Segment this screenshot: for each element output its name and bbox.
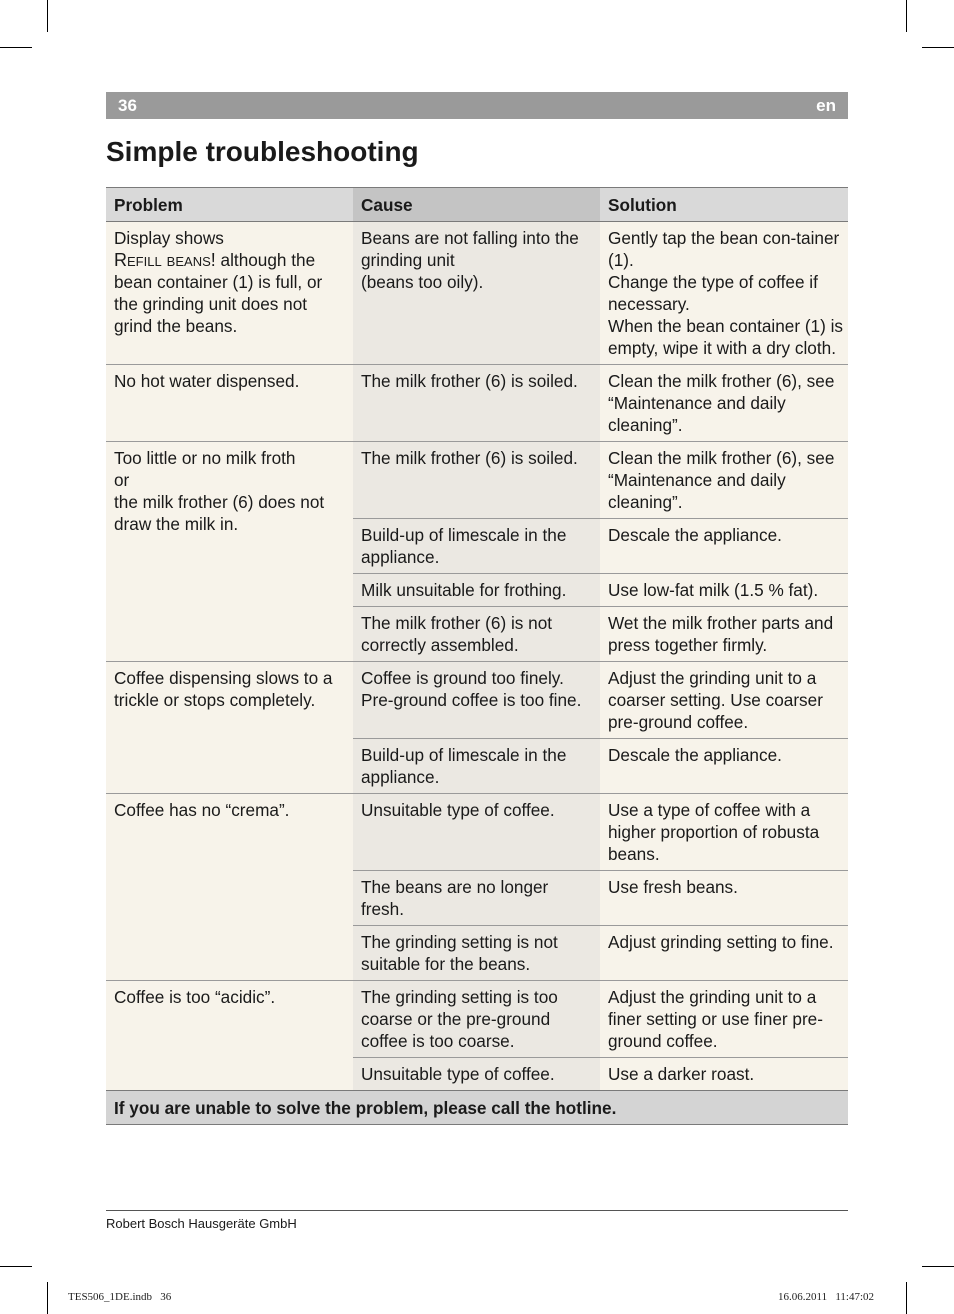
cell-text-line: Use fresh beans. xyxy=(608,877,738,897)
language-code: en xyxy=(816,95,836,115)
cause-cell xyxy=(353,222,600,365)
cell-text-line: Build-up of limescale in the appliance. xyxy=(361,745,567,787)
crop-mark xyxy=(906,1282,907,1314)
page-number: 36 xyxy=(118,95,137,115)
cell-text-line: Adjust the grinding unit to a finer setting or use finer pre-ground coffee. xyxy=(608,987,823,1051)
page-title: Simple troubleshooting xyxy=(106,136,419,167)
cell-text-line: The milk frother (6) is soiled. xyxy=(361,448,578,468)
header-problem: Problem xyxy=(106,188,353,222)
cell-text-line: Use a darker roast. xyxy=(608,1064,755,1084)
footer-company: Robert Bosch Hausgeräte GmbH xyxy=(106,1216,297,1231)
problem-cell xyxy=(106,794,353,981)
table-header-row xyxy=(106,188,848,222)
solution-cell xyxy=(600,871,848,926)
solution-cell xyxy=(600,926,848,981)
cell-text-line: (beans too oily). xyxy=(361,272,484,292)
cell-text-line: Build-up of limescale in the appliance. xyxy=(361,525,567,567)
solution-cell xyxy=(600,607,848,662)
cell-text-line: Use a type of coffee with a higher proportion of robusta beans. xyxy=(608,800,820,864)
cell-text-line: Unsuitable type of coffee. xyxy=(361,1064,555,1084)
crop-mark xyxy=(0,47,32,48)
print-info-file: TES506_1DE.indb 36 xyxy=(68,1291,172,1303)
solution-cell xyxy=(600,662,848,739)
cell-text: although the bean container (1) is full, or the grinding unit does not grind the beans. xyxy=(114,250,323,336)
troubleshooting-table xyxy=(106,187,848,1125)
cell-text-line: No hot water dispensed. xyxy=(114,371,300,391)
problem-cell xyxy=(106,222,353,365)
print-info-timestamp: 16.06.2011 11:47:02 xyxy=(778,1291,875,1303)
table-body xyxy=(106,222,848,1091)
page-header-bar xyxy=(106,92,848,119)
cause-cell xyxy=(353,926,600,981)
display-message: Refill beans! xyxy=(114,250,216,270)
cause-cell xyxy=(353,365,600,442)
cell-text-line: Coffee is ground too finely. Pre-ground coffee is too fine. xyxy=(361,668,582,710)
cause-cell xyxy=(353,519,600,574)
cell-text-line: Unsuitable type of coffee. xyxy=(361,800,555,820)
crop-mark xyxy=(47,1282,48,1314)
solution-cell xyxy=(600,794,848,871)
cell-text-line: Adjust the grinding unit to a coarser setting. Use coarser pre-ground coffee. xyxy=(608,668,823,732)
solution-cell xyxy=(600,442,848,519)
cell-text-line: Use low-fat milk (1.5 % fat). xyxy=(608,580,819,600)
cause-cell xyxy=(353,871,600,926)
cause-cell xyxy=(353,739,600,794)
crop-mark xyxy=(922,1266,954,1267)
cell-text-line: Coffee dispensing slows to a trickle or stops completely. xyxy=(114,668,333,710)
cell-text-line: The grinding setting is too coarse or the pre-ground coffee is too coarse. xyxy=(361,987,558,1051)
cell-text-line: Descale the appliance. xyxy=(608,525,782,545)
solution-cell xyxy=(600,739,848,794)
cell-text-line: Display shows xyxy=(114,228,224,248)
crop-mark xyxy=(0,1266,32,1267)
cell-text-line: Clean the milk frother (6), see “Maintenance and daily cleaning”. xyxy=(608,371,835,435)
solution-cell xyxy=(600,981,848,1058)
cell-text-line: the milk frother (6) does not draw the milk in. xyxy=(114,492,325,534)
solution-cell xyxy=(600,222,848,365)
cell-text-line: Too little or no milk froth xyxy=(114,448,296,468)
table-row xyxy=(106,222,848,365)
solution-cell xyxy=(600,1058,848,1091)
crop-mark xyxy=(47,0,48,32)
problem-cell xyxy=(106,662,353,794)
solution-cell xyxy=(600,519,848,574)
table-row xyxy=(106,442,848,519)
cell-text-line: Clean the milk frother (6), see “Maintenance and daily cleaning”. xyxy=(608,448,835,512)
solution-cell xyxy=(600,574,848,607)
footer-divider xyxy=(106,1210,848,1211)
cause-cell xyxy=(353,1058,600,1091)
cell-text-line: The milk frother (6) is soiled. xyxy=(361,371,578,391)
cell-text-line: The milk frother (6) is not correctly assembled. xyxy=(361,613,553,655)
solution-cell xyxy=(600,365,848,442)
header-cause: Cause xyxy=(353,188,600,222)
header-solution: Solution xyxy=(600,188,848,222)
problem-cell xyxy=(106,365,353,442)
cell-text-line: Adjust grinding setting to fine. xyxy=(608,932,834,952)
table-row xyxy=(106,981,848,1058)
cell-text-line: Change the type of coffee if necessary. xyxy=(608,272,818,314)
cause-cell xyxy=(353,574,600,607)
cell-text-line: or xyxy=(114,470,130,490)
cell-text-line: The grinding setting is not suitable for the beans. xyxy=(361,932,558,974)
table-row xyxy=(106,662,848,739)
cell-text-line: Wet the milk frother parts and press together firmly. xyxy=(608,613,834,655)
crop-mark xyxy=(906,0,907,32)
cell-text-line: The beans are no longer fresh. xyxy=(361,877,549,919)
hotline-note: If you are unable to solve the problem, please call the hotline. xyxy=(106,1091,848,1125)
problem-cell xyxy=(106,442,353,662)
cell-text-line: When the bean container (1) is empty, wipe it with a dry cloth. xyxy=(608,316,844,358)
table-row xyxy=(106,365,848,442)
cell-text-line: Milk unsuitable for frothing. xyxy=(361,580,567,600)
cell-text-line: Coffee has no “crema”. xyxy=(114,800,290,820)
cell-text-line: Descale the appliance. xyxy=(608,745,782,765)
crop-mark xyxy=(922,47,954,48)
cause-cell xyxy=(353,442,600,519)
table-row xyxy=(106,794,848,871)
cell-text-line: Gently tap the bean con-tainer (1). xyxy=(608,228,840,270)
cause-cell xyxy=(353,794,600,871)
cell-text-line: Coffee is too “acidic”. xyxy=(114,987,276,1007)
table-footer-row xyxy=(106,1091,848,1125)
cause-cell xyxy=(353,662,600,739)
cause-cell xyxy=(353,981,600,1058)
cell-text-line: Beans are not falling into the grinding unit xyxy=(361,228,579,270)
problem-cell xyxy=(106,981,353,1091)
cause-cell xyxy=(353,607,600,662)
